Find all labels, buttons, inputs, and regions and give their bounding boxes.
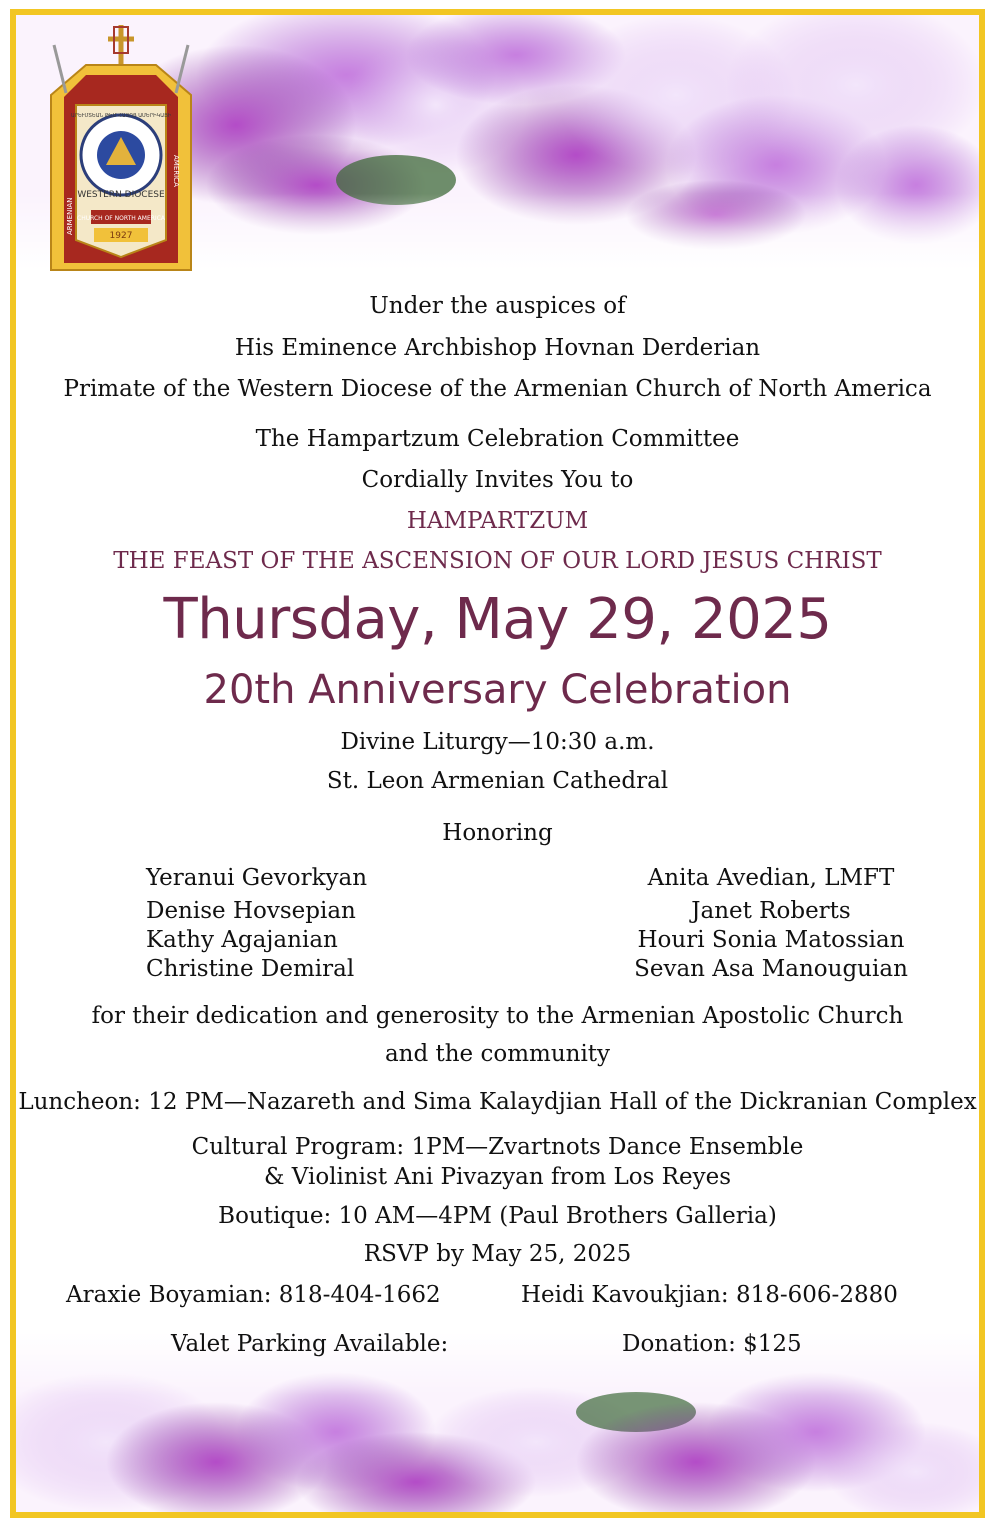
emblem-right-text: AMERICA — [172, 155, 180, 187]
anniversary-title: 20th Anniversary Celebration — [203, 667, 792, 713]
honoree-right: Janet Roberts — [691, 898, 851, 924]
honoree-right: Houri Sonia Matossian — [637, 927, 905, 953]
cultural-program-2: & Violinist Ani Pivazyan from Los Reyes — [263, 1164, 732, 1190]
emblem-banner-text: CHURCH OF NORTH AMERICA — [77, 215, 165, 222]
cathedral-location: St. Leon Armenian Cathedral — [326, 768, 669, 794]
honoree-left: Yeranui Gevorkyan — [146, 865, 368, 891]
contact-araxie: Araxie Boyamian: 818-404-1662 — [66, 1282, 441, 1308]
event-date: Thursday, May 29, 2025 — [163, 587, 832, 652]
emblem-inner-text: WESTERN DIOCESE — [77, 190, 165, 200]
boutique-info: Boutique: 10 AM—4PM (Paul Brothers Galleria) — [218, 1203, 777, 1229]
donation-amount: Donation: $125 — [622, 1331, 802, 1357]
invites-line: Cordially Invites You to — [361, 467, 634, 493]
honoree-right: Sevan Asa Manouguian — [634, 956, 908, 982]
lilac-flowers-bottom — [16, 1332, 979, 1512]
dedication-line-1: for their dedication and generosity to the Armenian Apostolic Church — [91, 1003, 904, 1029]
dedication-line-2: and the community — [384, 1041, 611, 1067]
valet-parking: Valet Parking Available: — [171, 1331, 449, 1357]
diocese-emblem — [46, 25, 196, 273]
honoree-right: Anita Avedian, LMFT — [647, 865, 895, 891]
emblem-left-text: ARMENIAN — [66, 197, 74, 235]
emblem-year: 1927 — [109, 231, 133, 241]
primate-title: Primate of the Western Diocese of the Armenian Church of North America — [63, 376, 932, 402]
honoree-left: Kathy Agajanian — [146, 927, 338, 953]
archbishop-name: His Eminence Archbishop Hovnan Derderian — [234, 335, 761, 361]
contact-heidi: Heidi Kavoukjian: 818-606-2880 — [521, 1282, 898, 1308]
feast-title: THE FEAST OF THE ASCENSION OF OUR LORD JESUS CHRIST — [113, 548, 882, 574]
invitation-card — [10, 9, 985, 1518]
auspices-line: Under the auspices of — [369, 293, 626, 319]
cultural-program-1: Cultural Program: 1PM—Zvartnots Dance Ensemble — [191, 1134, 804, 1160]
event-name: HAMPARTZUM — [406, 508, 589, 534]
luncheon-info: Luncheon: 12 PM—Nazareth and Sima Kalaydjian Hall of the Dickranian Complex — [18, 1089, 977, 1115]
honoring-heading: Honoring — [442, 820, 553, 846]
honoree-left: Christine Demiral — [146, 956, 355, 982]
liturgy-time: Divine Liturgy—10:30 a.m. — [340, 729, 655, 755]
emblem-ring-text: ԱՐԵՒՄՏԵԱՆ ԹԵՄ ՀԱՅՈՑ ԱՄԵՐԻԿԱՅԻ — [70, 113, 172, 119]
rsvp-date: RSVP by May 25, 2025 — [363, 1241, 632, 1267]
honoree-left: Denise Hovsepian — [146, 898, 356, 924]
committee-name: The Hampartzum Celebration Committee — [255, 426, 740, 452]
